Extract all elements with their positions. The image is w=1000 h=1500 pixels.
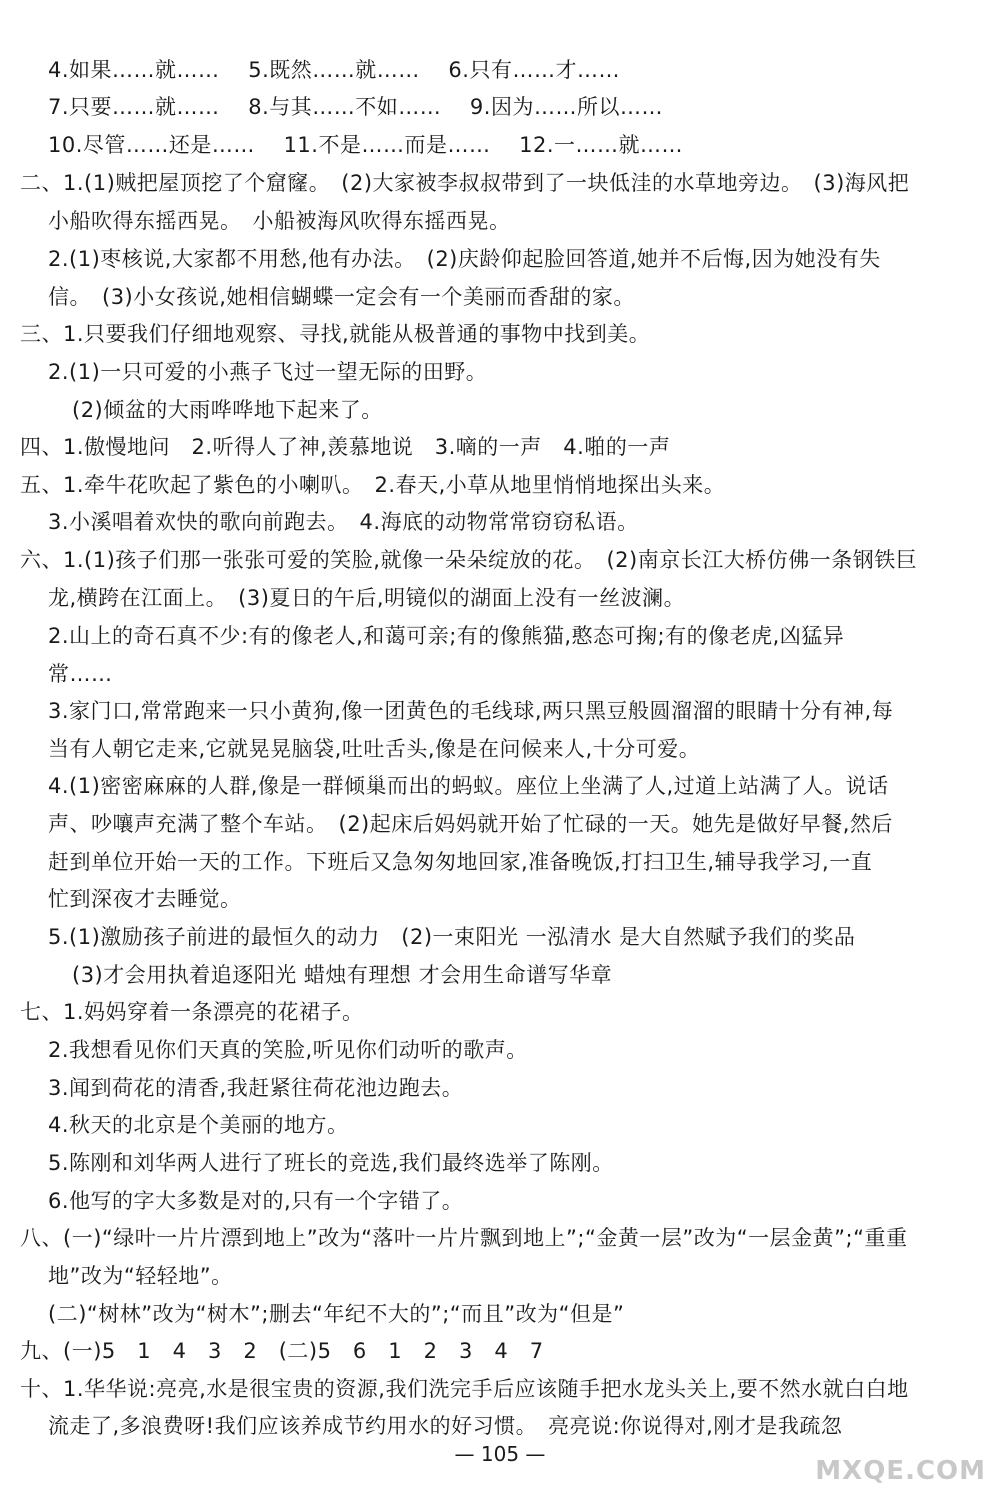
text-line: 六、1.(1)孩子们那一张张可爱的笑脸,就像一朵朵绽放的花。 (2)南京长江大桥仿佛一条钢铁巨 [20, 548, 918, 572]
text-line: 2.(1)枣核说,大家都不用愁,他有办法。 (2)庆龄仰起脸回答道,她并不后悔,因为她没有失 [48, 247, 881, 271]
text-line: 2.我想看见你们天真的笑脸,听见你们动听的歌声。 [48, 1038, 528, 1062]
text-line: 5.(1)激励孩子前进的最恒久的动力 (2)一束阳光 一泓清水 是大自然赋予我们的奖品 [48, 925, 856, 949]
page-number: — 105 — [454, 1442, 546, 1466]
text-line: (2)倾盆的大雨哗哗地下起来了。 [72, 398, 383, 422]
text-line: 3.家门口,常常跑来一只小黄狗,像一团黄色的毛线球,两只黑豆般圆溜溜的眼睛十分有神,每 [48, 699, 894, 723]
text-line: 2.(1)一只可爱的小燕子飞过一望无际的田野。 [48, 360, 488, 384]
text-line: 九、(一)5 1 4 3 2 (二)5 6 1 2 3 4 7 [20, 1339, 544, 1363]
watermark-logo: MXQE.COM [815, 1456, 986, 1486]
text-line: 声、吵嚷声充满了整个车站。 (2)起床后妈妈就开始了忙碌的一天。她先是做好早餐,然后 [48, 812, 893, 836]
text-line: 3.小溪唱着欢快的歌向前跑去。 4.海底的动物常常窃窃私语。 [48, 510, 639, 534]
text-line: 赶到单位开始一天的工作。下班后又急匆匆地回家,准备晚饭,打扫卫生,辅导我学习,一直 [48, 850, 873, 874]
text-line: 2.山上的奇石真不少:有的像老人,和蔼可亲;有的像熊猫,憨态可掬;有的像老虎,凶猛异 [48, 624, 845, 648]
text-line: (二)“树林”改为“树木”;删去“年纪不大的”;“而且”改为“但是” [48, 1302, 625, 1326]
text-line: 7.只要……就…… 8.与其……不如…… 9.因为……所以…… [48, 95, 663, 119]
text-line: 忙到深夜才去睡觉。 [48, 887, 242, 911]
text-line: 信。 (3)小女孩说,她相信蝴蝶一定会有一个美丽而香甜的家。 [48, 285, 635, 309]
text-line: 五、1.牵牛花吹起了紫色的小喇叭。 2.春天,小草从地里悄悄地探出头来。 [20, 473, 726, 497]
text-line: 3.闻到荷花的清香,我赶紧往荷花池边跑去。 [48, 1076, 464, 1100]
text-line: 常…… [48, 662, 113, 686]
text-line: (3)才会用执着追逐阳光 蜡烛有理想 才会用生命谱写华章 [72, 963, 613, 987]
text-line: 6.他写的字大多数是对的,只有一个字错了。 [48, 1189, 464, 1213]
text-line: 4.如果……就…… 5.既然……就…… 6.只有……才…… [48, 58, 620, 82]
text-line: 4.秋天的北京是个美丽的地方。 [48, 1113, 349, 1137]
text-line: 龙,横跨在江面上。 (3)夏日的午后,明镜似的湖面上没有一丝波澜。 [48, 586, 686, 610]
text-line: 流走了,多浪费呀!我们应该养成节约用水的好习惯。 亮亮说:你说得对,刚才是我疏忽 [48, 1414, 843, 1438]
text-line: 七、1.妈妈穿着一条漂亮的花裙子。 [20, 1000, 364, 1024]
text-line: 四、1.傲慢地问 2.听得人了神,羡慕地说 3.嘀的一声 4.啪的一声 [20, 435, 671, 459]
text-line: 二、1.(1)贼把屋顶挖了个窟窿。 (2)大家被李叔叔带到了一块低洼的水草地旁边。 (3)海风把 [20, 171, 910, 195]
text-line: 三、1.只要我们仔细地观察、寻找,就能从极普通的事物中找到美。 [20, 322, 651, 346]
text-line: 4.(1)密密麻麻的人群,像是一群倾巢而出的蚂蚁。座位上坐满了人,过道上站满了人。说话 [48, 774, 889, 798]
text-line: 5.陈刚和刘华两人进行了班长的竞选,我们最终选举了陈刚。 [48, 1151, 614, 1175]
text-line: 八、(一)“绿叶一片片漂到地上”改为“落叶一片片飘到地上”;“金黄一层”改为“一层金黄”;“重重 [20, 1226, 908, 1250]
text-line: 10.尽管……还是…… 11.不是……而是…… 12.一……就…… [48, 133, 684, 157]
text-line: 十、1.华华说:亮亮,水是很宝贵的资源,我们洗完手后应该随手把水龙头关上,要不然水就白白地 [20, 1377, 909, 1401]
text-line: 地”改为“轻轻地”。 [48, 1264, 233, 1288]
text-line: 小船吹得东摇西晃。 小船被海风吹得东摇西晃。 [48, 209, 511, 233]
text-line: 当有人朝它走来,它就晃晃脑袋,吐吐舌头,像是在问候来人,十分可爱。 [48, 737, 701, 761]
